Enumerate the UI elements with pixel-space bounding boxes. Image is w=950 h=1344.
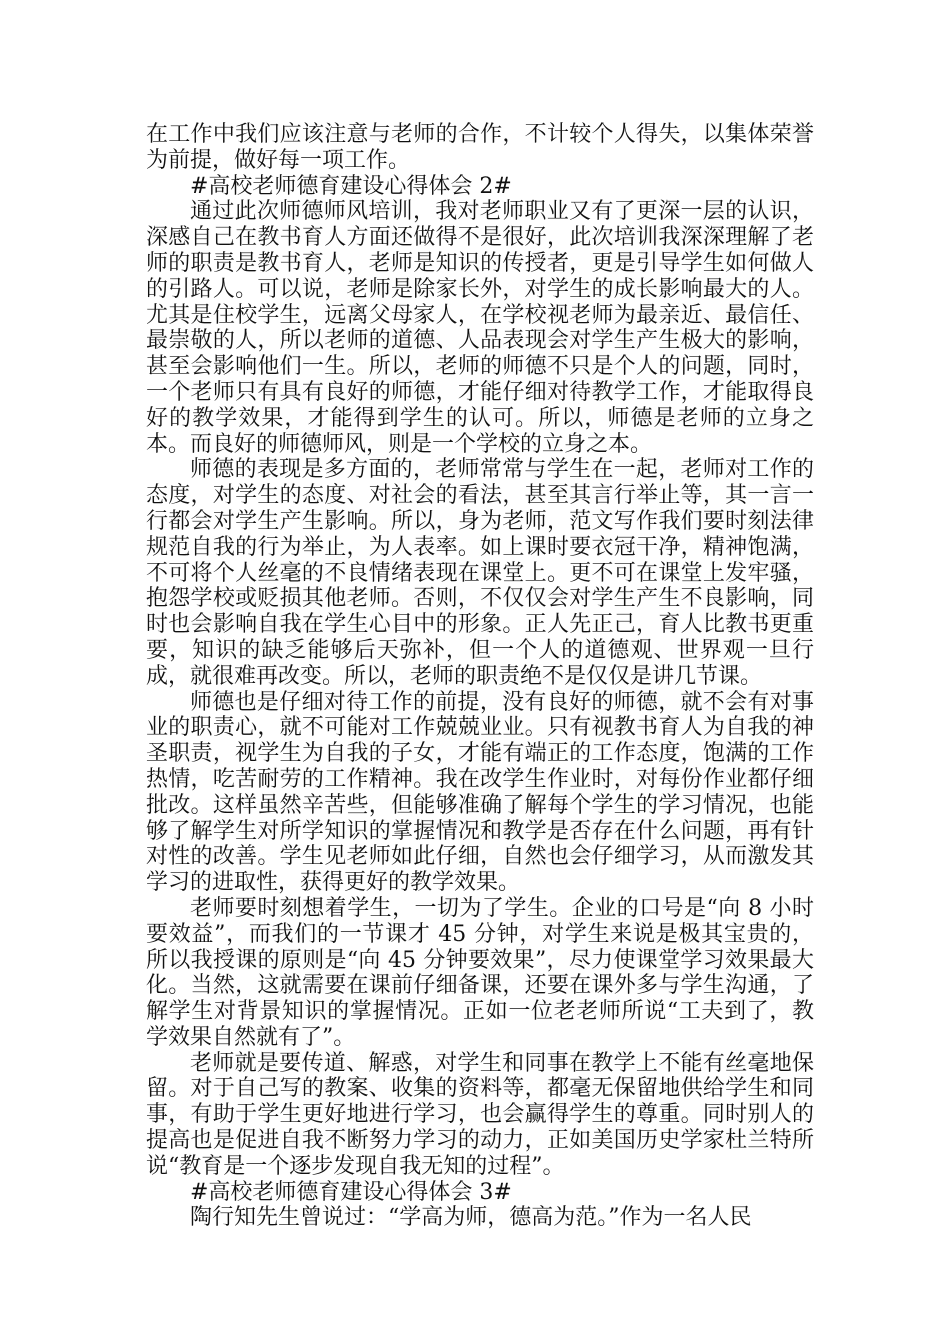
paragraph: 在工作中我们应该注意与老师的合作，不计较个人得失，以集体荣誉为前提，做好每一项工作。: [146, 122, 814, 173]
paragraph: 师德也是仔细对待工作的前提，没有良好的师德，就不会有对事业的职责心，就不可能对工作兢兢业业。只有视教书育人为自我的神圣职责，视学生为自我的子女，才能有端正的工作态度，饱满的工作热情，吃苦耐劳的工作精神。我在改学生作业时，对每份作业都仔细批改。这样虽然辛苦些，但能够准确了解每个学生的学习情况，也能够了解学生对所学知识的掌握情况和教学是否存在什么问题，再有针对性的改善。学生见老师如此仔细，自然也会仔细学习，从而激发其学习的进取性，获得更好的教学效果。: [146, 689, 814, 896]
paragraph: 老师要时刻想着学生，一切为了学生。企业的口号是“向 8 小时要效益”，而我们的一节课才 45 分钟，对学生来说是极其宝贵的，所以我授课的原则是“向 45 分钟要效果”，尽力使课堂学习效果最大化。当然，这就需要在课前仔细备课，还要在课外多与学生沟通，了解学生对背景知识的掌握情况。正如一位老老师所说“工夫到了，教学效果自然就有了”。: [146, 895, 814, 1050]
section-heading: #高校老师德育建设心得体会 3#: [190, 1179, 512, 1205]
document-body: [146, 122, 814, 1231]
paragraph: 通过此次师德师风培训，我对老师职业又有了更深一层的认识，深感自己在教书育人方面还做得不是很好，此次培训我深深理解了老师的职责是教书育人，老师是知识的传授者，更是引导学生如何做人的引路人。可以说，老师是除家长外，对学生的成长影响最大的人。尤其是住校学生，远离父母家人，在学校视老师为最亲近、最信任、最崇敬的人，所以老师的道德、人品表现会对学生产生极大的影响，甚至会影响他们一生。所以，老师的师德不只是个人的问题，同时，一个老师只有具有良好的师德，才能仔细对待教学工作，才能取得良好的教学效果，才能得到学生的认可。所以，师德是老师的立身之本。而良好的师德师风，则是一个学校的立身之本。: [146, 199, 814, 457]
paragraph: 老师就是要传道、解惑，对学生和同事在教学上不能有丝毫地保留。对于自己写的教案、收集的资料等，都毫无保留地供给学生和同事，有助于学生更好地进行学习，也会赢得学生的尊重。同时别人的提高也是促进自我不断努力学习的动力，正如美国历史学家杜兰特所说“教育是一个逐步发现自我无知的过程”。: [146, 1050, 814, 1179]
section-heading: #高校老师德育建设心得体会 2#: [190, 173, 512, 199]
paragraph: 师德的表现是多方面的，老师常常与学生在一起，老师对工作的态度，对学生的态度、对社会的看法，甚至其言行举止等，其一言一行都会对学生产生影响。所以，身为老师，范文写作我们要时刻法律规范自我的行为举止，为人表率。如上课时要衣冠干净，精神饱满，不可将个人丝毫的不良情绪表现在课堂上。更不可在课堂上发牢骚，抱怨学校或贬损其他老师。否则，不仅仅会对学生产生不良影响，同时也会影响自我在学生心目中的形象。正人先正己，育人比教书更重要，知识的缺乏能够后天弥补，但一个人的道德观、世界观一旦行成，就很难再改变。所以，老师的职责绝不是仅仅是讲几节课。: [146, 457, 814, 689]
paragraph: 陶行知先生曾说过：“学高为师，德高为范。”作为一名人民: [190, 1205, 752, 1231]
